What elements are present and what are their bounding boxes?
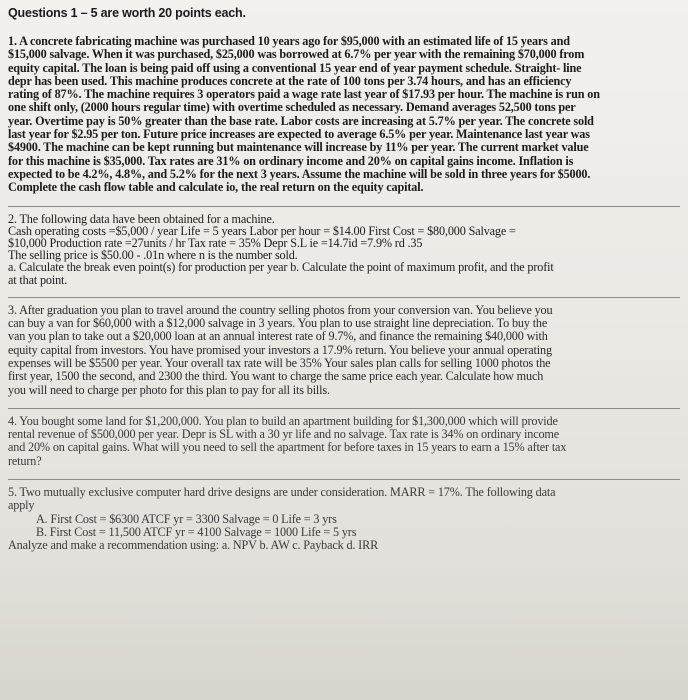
q1-line: last year for $2.95 per ton. Future price increases are expected to average 6.5% per year. Maintenance last year was bbox=[8, 127, 590, 142]
q2-line: Cash operating costs =$5,000 / year Life = 5 years Labor per hour = $14.00 First Cost = $80,000 Salvage = bbox=[8, 223, 516, 238]
q4-line: and 20% on capital gains. What will you need to sell the apartment for before taxes in 15 years to earn a 15% after tax bbox=[8, 440, 567, 455]
q1-line: year. Overtime pay is 50% greater than the base rate. Labor costs are increasing at 5.7% per year. The concrete sold bbox=[8, 113, 594, 128]
q4-line: 4. You bought some land for $1,200,000. You plan to build an apartment building for $1,300,000 which will provide bbox=[8, 413, 558, 428]
q5-line: apply bbox=[8, 498, 35, 513]
q5-task: Analyze and make a recommendation using: a. NPV b. AW c. Payback d. IRR bbox=[8, 538, 379, 553]
q1-line: $15,000 salvage. When it was purchased, $25,000 was borrowed at 6.7% per year with the remaining $70,000 from bbox=[8, 47, 585, 62]
question-4 bbox=[8, 415, 674, 468]
q4-line: return? bbox=[8, 453, 42, 468]
divider bbox=[8, 408, 680, 409]
q5-option-b: B. First Cost = 11,500 ATCF yr = 4100 Salvage = 1000 Life = 5 yrs bbox=[36, 524, 357, 539]
q1-line: rating of 87%. The machine requires 3 operators paid a wage rate last year of $17.93 per hour. The machine is run on bbox=[8, 87, 600, 102]
q1-line: $4900. The machine can be kept running but maintenance will increase by 11% per year. The current market value bbox=[8, 140, 589, 155]
q2-line: 2. The following data have been obtained for a machine. bbox=[8, 211, 275, 226]
q3-line: first year, 1500 the second, and 2300 the third. You want to charge the same price each year. Calculate how much bbox=[8, 369, 544, 384]
q1-line: expected to be 4.2%, 4.8%, and 5.2% for the next 3 years. Assume the machine will be sold in three years for $5000. bbox=[8, 166, 591, 181]
question-3 bbox=[8, 304, 674, 397]
divider bbox=[8, 297, 680, 298]
question-2 bbox=[8, 213, 674, 286]
q3-line: expenses will be $5500 per year. Your overall tax rate will be 35% Your sales plan calls for selling 1000 photos the bbox=[8, 355, 551, 370]
q1-line: for this machine is $35,000. Tax rates are 31% on ordinary income and 20% on capital gains income. Inflation is bbox=[8, 153, 574, 168]
q1-line: one shift only, (2000 hours regular time) with overtime scheduled as necessary. Demand averages 52,500 tons per bbox=[8, 100, 576, 115]
q1-line: equity capital. The loan is being paid off using a conventional 15 year end of year payment schedule. Straight- line bbox=[8, 60, 582, 75]
divider bbox=[8, 479, 680, 480]
q3-line: can buy a van for $60,000 with a $12,000 salvage in 3 years. You plan to use straight line depreciation. To buy the bbox=[8, 316, 548, 331]
question-1 bbox=[8, 35, 674, 195]
q5-option-a: A. First Cost = $6300 ATCF yr = 3300 Salvage = 0 Life = 3 yrs bbox=[36, 511, 337, 526]
q3-line: equity capital from investors. You have promised your investors a 17.9% return. You believe your annual operating bbox=[8, 342, 552, 357]
q2-line: at that point. bbox=[8, 272, 68, 287]
page-header: Questions 1 – 5 are worth 20 points each. bbox=[8, 6, 246, 20]
q1-line: 1. A concrete fabricating machine was purchased 10 years ago for $95,000 with an estimated life of 15 years and bbox=[8, 34, 570, 48]
q5-line: 5. Two mutually exclusive computer hard drive designs are under consideration. MARR = 17%. The following data bbox=[8, 485, 556, 500]
q2-line: a. Calculate the break even point(s) for production per year b. Calculate the point of maximum profit, and the profit bbox=[8, 260, 554, 275]
divider bbox=[8, 206, 680, 207]
q2-line: The selling price is $50.00 - .01n where n is the number sold. bbox=[8, 248, 298, 263]
q2-line: $10,000 Production rate =27units / hr Tax rate = 35% Depr S.L ie =14.7id =7.9% rd .35 bbox=[8, 235, 423, 250]
question-5 bbox=[8, 486, 674, 552]
q4-line: rental revenue of $500,000 per year. Depr is SL with a 30 yr life and no salvage. Tax rate is 34% on ordinary income bbox=[8, 427, 560, 442]
q3-line: 3. After graduation you plan to travel around the country selling photos from your conversion van. You believe you bbox=[8, 302, 553, 317]
q1-line: depr has been used. This machine produces concrete at the rate of 100 tons per 3.74 hours, and has an efficiency bbox=[8, 73, 572, 88]
q1-line: Complete the cash flow table and calculate io, the real return on the equity capital. bbox=[8, 180, 424, 195]
q3-line: you will need to charge per photo for this plan to pay for all its bills. bbox=[8, 382, 330, 397]
q3-line: van you plan to take out a $20,000 loan at an annual interest rate of 9.7%, and finance the remaining $40,000 with bbox=[8, 329, 548, 344]
